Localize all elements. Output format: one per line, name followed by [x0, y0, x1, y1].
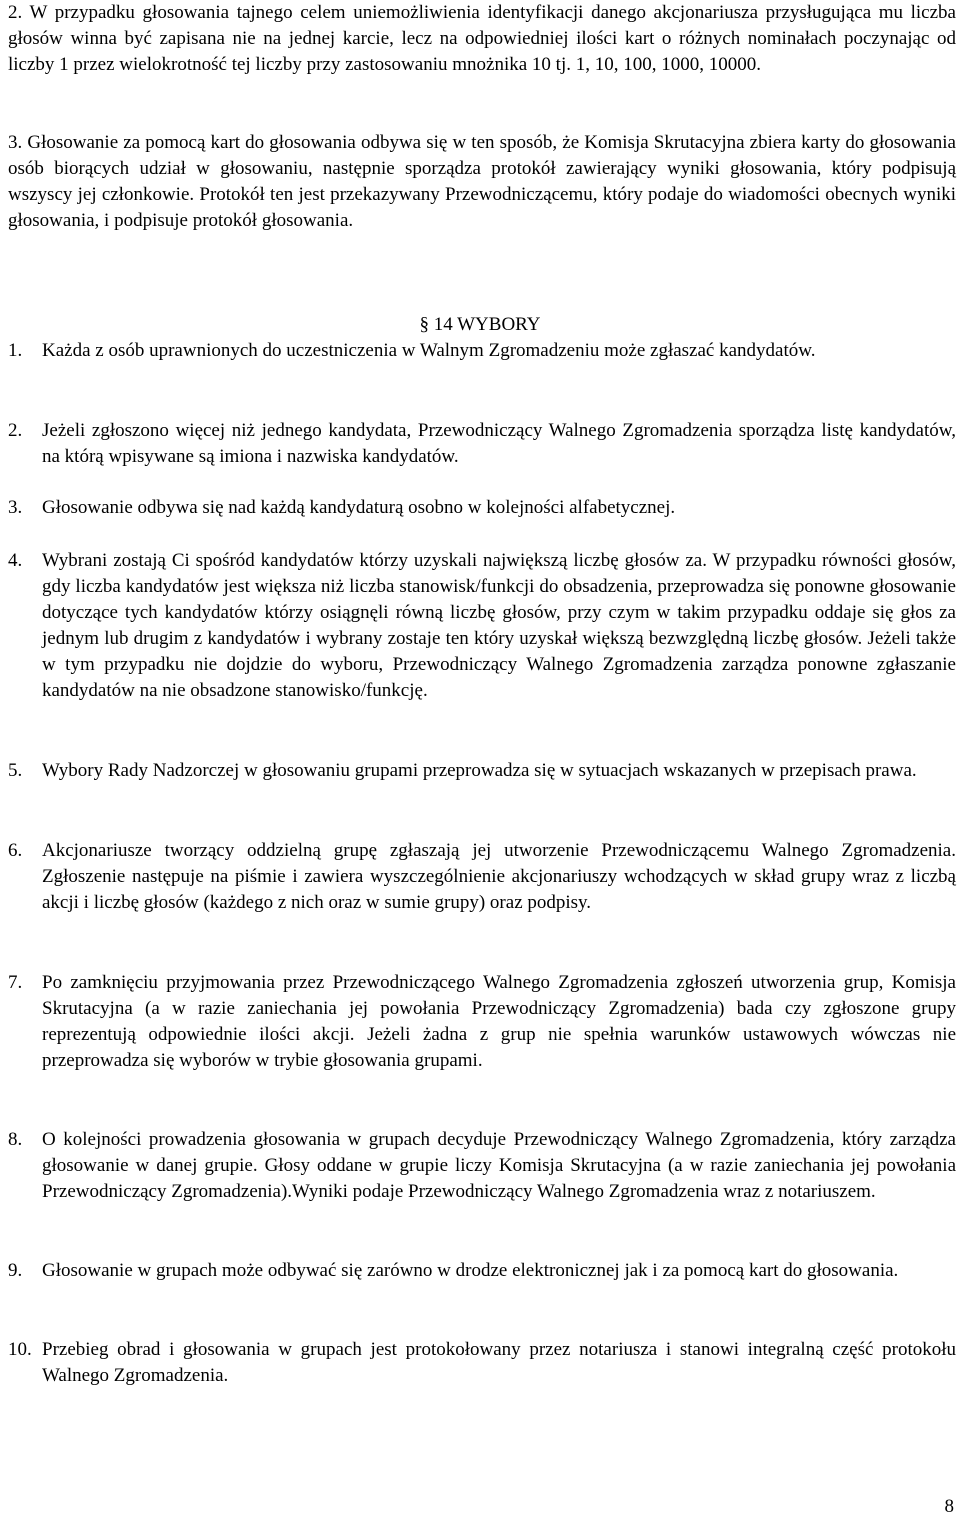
- paragraph-number: 2.: [8, 2, 23, 23]
- item-text: Wybrani zostają Ci spośród kandydatów którzy uzyskali największą liczbę głosów za. W przypadku równości głosów, gdy liczba kandydatów jest większa niż liczba stanowisk/funkcji do obsadzenia, przeprowadza się ponowne głosowanie dotyczące tych kandydatów którzy osiągnęli równą liczbę głosów, przy czym w takim przypadku oddaje się głos za jednym lub drugim z kandydatów i wybrany zostaje ten który uzyskał większą bezwzględną liczbę głosów. Jeżeli także w tym przypadku nie dojdzie do wyboru, Przewodniczący Walnego Zgromadzenia zarządza ponowne zgłaszanie kandydatów na nie obsadzone stanowisko/funkcję.: [42, 550, 956, 701]
- item-number: 7.: [8, 972, 23, 993]
- list-item: [8, 758, 956, 784]
- paragraph-text: Głosowanie za pomocą kart do głosowania odbywa się w ten sposób, że Komisja Skrutacyjna zbiera karty do głosowania osób biorących udział w głosowaniu, następnie sporządza protokół zawierający wyniki głosowania, który podpisują wszyscy jej członkowie. Protokół ten jest przekazywany Przewodniczącemu, który podaje do wiadomości obecnych wyniki głosowania, i podpisuje protokół głosowania.: [8, 132, 956, 231]
- item-number: 3.: [8, 497, 23, 518]
- list-item: [8, 838, 956, 916]
- item-number: 9.: [8, 1260, 23, 1281]
- item-number: 10.: [8, 1339, 32, 1360]
- item-text: Wybory Rady Nadzorczej w głosowaniu grupami przeprowadza się w sytuacjach wskazanych w przepisach prawa.: [42, 760, 917, 781]
- item-text: O kolejności prowadzenia głosowania w grupach decyduje Przewodniczący Walnego Zgromadzenia, który zarządza głosowanie w danej grupie. Głosy oddane w grupie liczy Komisja Skrutacyjna (a w razie zaniechania jej powołania Przewodniczący Zgromadzenia).Wyniki podaje Przewodniczący Walnego Zgromadzenia wraz z notariuszem.: [42, 1129, 956, 1202]
- item-number: 5.: [8, 760, 23, 781]
- item-text: Głosowanie odbywa się nad każdą kandydaturą osobno w kolejności alfabetycznej.: [42, 497, 676, 518]
- list-item: [8, 548, 956, 704]
- item-number: 8.: [8, 1129, 23, 1150]
- list-item: [8, 338, 956, 364]
- item-number: 1.: [8, 340, 23, 361]
- paragraph-top-3: [8, 130, 956, 234]
- list-item: [8, 970, 956, 1074]
- item-text: Po zamknięciu przyjmowania przez Przewodniczącego Walnego Zgromadzenia zgłoszeń utworzenia grup, Komisja Skrutacyjna (a w razie zaniechania jej powołania Przewodniczący Zgromadzenia) bada czy zgłoszone grupy reprezentują odpowiednie ilości akcji. Jeżeli żadna z grup nie spełnia warunków ustawowych wówczas nie przeprowadza się wyborów w trybie głosowania grupami.: [42, 972, 956, 1071]
- item-text: Każda z osób uprawnionych do uczestniczenia w Walnym Zgromadzeniu może zgłaszać kandydatów.: [42, 340, 816, 361]
- paragraph-top-2: [8, 0, 956, 78]
- section-heading: § 14 WYBORY: [419, 314, 541, 335]
- list-item: [8, 495, 956, 521]
- item-number: 2.: [8, 420, 23, 441]
- item-number: 4.: [8, 550, 23, 571]
- page-number: 8: [944, 1496, 954, 1517]
- list-item: [8, 1337, 956, 1389]
- list-item: [8, 1127, 956, 1205]
- list-item: [8, 1258, 956, 1284]
- item-text: Głosowanie w grupach może odbywać się zarówno w drodze elektronicznej jak i za pomocą kart do głosowania.: [42, 1260, 899, 1281]
- item-text: Jeżeli zgłoszono więcej niż jednego kandydata, Przewodniczący Walnego Zgromadzenia sporządza listę kandydatów, na którą wpisywane są imiona i nazwiska kandydatów.: [42, 420, 956, 467]
- item-number: 6.: [8, 840, 23, 861]
- list-item: [8, 418, 956, 470]
- paragraph-number: 3.: [8, 132, 23, 153]
- item-text: Przebieg obrad i głosowania w grupach jest protokołowany przez notariusza i stanowi integralną część protokołu Walnego Zgromadzenia.: [42, 1339, 956, 1386]
- paragraph-text: W przypadku głosowania tajnego celem uniemożliwienia identyfikacji danego akcjonariusza przysługująca mu liczba głosów winna być zapisana nie na jednej karcie, lecz na odpowiedniej ilości kart o różnych nominałach poczynając od liczby 1 przez wielokrotność tej liczby przy zastosowaniu mnożnika 10 tj. 1, 10, 100, 1000, 10000.: [8, 2, 956, 75]
- item-text: Akcjonariusze tworzący oddzielną grupę zgłaszają jej utworzenie Przewodniczącemu Walnego Zgromadzenia. Zgłoszenie następuje na piśmie i zawiera wyszczególnienie akcjonariuszy wchodzących w skład grupy wraz z liczbą akcji i liczbę głosów (każdego z nich oraz w sumie grupy) oraz podpisy.: [42, 840, 956, 913]
